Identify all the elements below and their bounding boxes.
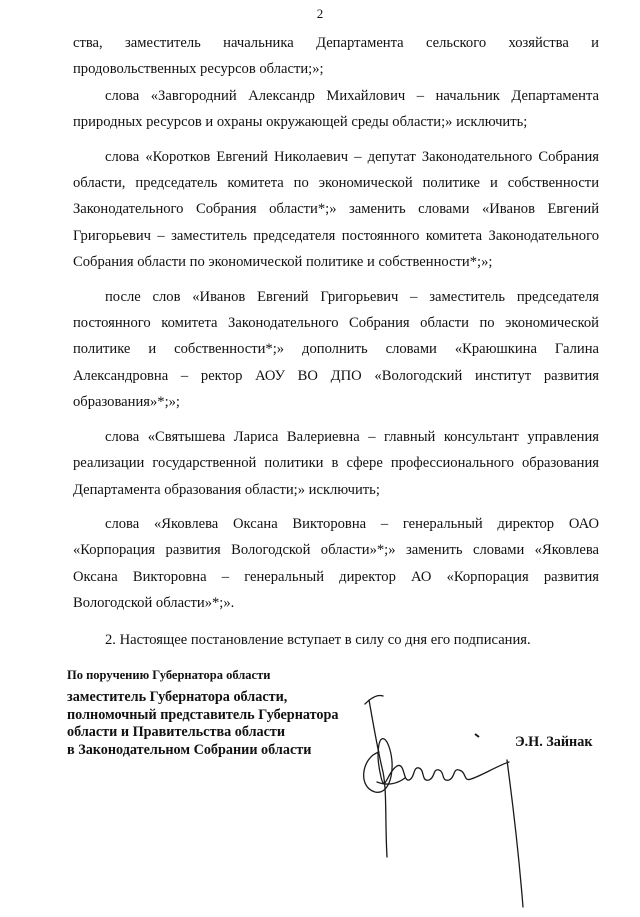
signer-title-line: области и Правительства области bbox=[67, 724, 286, 740]
page-number: 2 bbox=[316, 6, 324, 21]
signer-title-line: полномочный представитель Губернатора bbox=[67, 706, 339, 723]
by-order-line: По поручению Губернатора области bbox=[67, 668, 271, 682]
paragraph: 2. Настоящее постановление вступает в силу со дня его подписания. bbox=[105, 631, 531, 648]
document-body bbox=[73, 30, 599, 653]
signer-title-line: в Законодательном Собрании области bbox=[67, 741, 312, 758]
paragraph: после слов «Иванов Евгений Григорьевич – заместитель председателя постоянного комитета Законодательного Собрания области по экономической политике и собственности*;» дополнить словами «Краюшкина Галина Александровна – ректор АОУ ВО ДПО «Вологодский институт развития образования»*;»; bbox=[73, 288, 599, 411]
paragraph: слова «Яковлева Оксана Викторовна – генеральный директор ОАО «Корпорация развития Вологодской области»*;» заменить словами «Яковлева Оксана Викторовна – генеральный директор АО «Корпорация развития Вологодской области»*;». bbox=[73, 515, 599, 612]
paragraph: слова «Коротков Евгений Николаевич – депутат Законодательного Собрания области, председатель комитета по экономической политике и собственности Законодательного Собрания области*;» заменить словами «Иванов Евгений Григорьевич – заместитель председателя постоянного комитета Законодательного Собрания области по экономической политике и собственности*;»; bbox=[73, 148, 599, 271]
paragraph: слова «Святышева Лариса Валериевна – главный консультант управления реализации государственной политики в сфере профессионального образования Департамента образования области;» исключить; bbox=[73, 428, 599, 498]
handwritten-signature bbox=[357, 682, 527, 917]
paragraph: ства, заместитель начальника Департамента сельского хозяйства и продовольственных ресурсов области;»; bbox=[73, 35, 599, 78]
signer-title-line: заместитель Губернатора области, bbox=[67, 689, 288, 705]
paragraph: слова «Завгородний Александр Михайлович – начальник Департамента природных ресурсов и охраны окружающей среды области;» исключить; bbox=[73, 87, 599, 131]
signer-name: Э.Н. Зайнак bbox=[515, 734, 593, 750]
signature-block bbox=[67, 667, 627, 759]
